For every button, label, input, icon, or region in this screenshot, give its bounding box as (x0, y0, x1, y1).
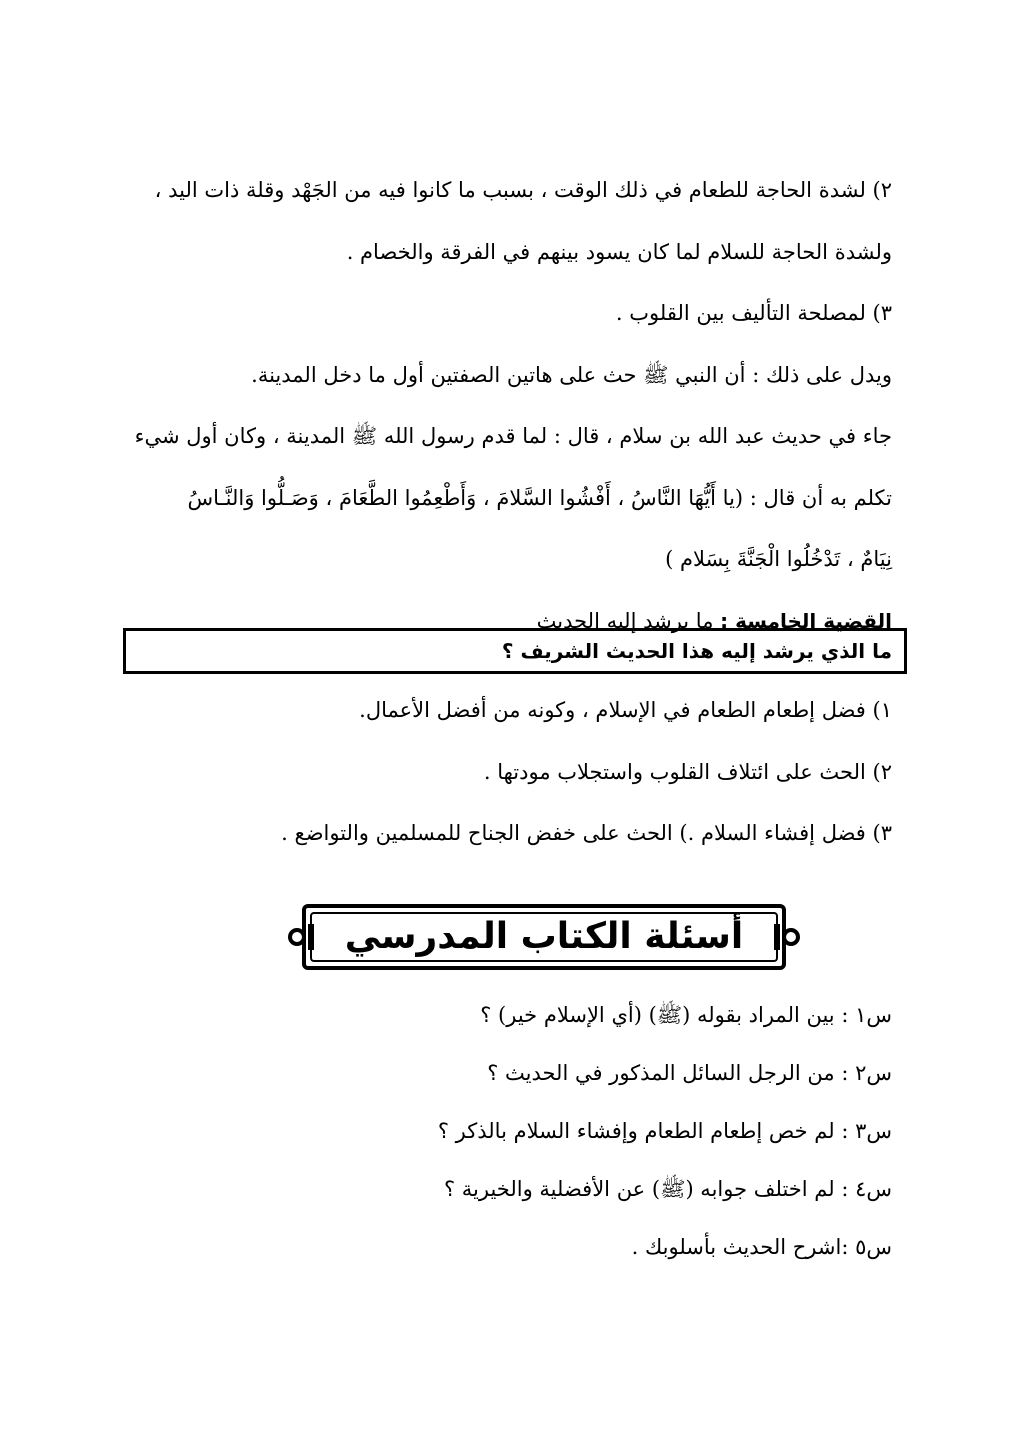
hadith-line: نِيَامٌ ، تَدْخُلُوا الْجَنَّةَ بِسَلام ) (665, 547, 892, 571)
guidance-item: ٢) الحث على ائتلاف القلوب واستجلاب مودتها . (483, 759, 892, 784)
questions-list (132, 986, 892, 1276)
hadith-line: تكلم به أن قال : (يا أَيُّهَا النَّاسُ ، أَفْشُوا السَّلامَ ، وَأَطْعِمُوا الطَّعَامَ ، وَصَـلُّوا وَالنَّـاسُ (187, 485, 892, 510)
guidance-item: ١) فضل إطعام الطعام في الإسلام ، وكونه من أفضل الأعمال. (359, 698, 892, 722)
section-subtitle: ما يرشد إليه الحديث (536, 608, 714, 633)
guidance-item: ٣) فضل إفشاء السلام .) الحث على خفض الجناح للمسلمين والتواضع . (281, 821, 892, 845)
question-item: س٢ : من الرجل السائل المذكور في الحديث ؟ (487, 1061, 892, 1085)
question-item: س١ : بين المراد بقوله (ﷺ) (أي الإسلام خير) ؟ (480, 1003, 892, 1027)
banner-title: أسئلة الكتاب المدرسي (344, 916, 744, 957)
explanation-section (132, 160, 892, 652)
question-item: س٣ : لم خص إطعام الطعام وإفشاء السلام بالذكر ؟ (437, 1119, 892, 1143)
guidance-question-box (123, 628, 907, 674)
question-item: س٥ :اشرح الحديث بأسلوبك . (631, 1235, 892, 1259)
paragraph-line: ويدل على ذلك : أن النبي ﷺ حث على هاتين الصفتين أول ما دخل المدينة. (251, 362, 892, 387)
question-item: س٤ : لم اختلف جوابه (ﷺ) عن الأفضلية والخيرية ؟ (443, 1177, 892, 1201)
guidance-list (132, 680, 892, 865)
banner-bar-right (774, 924, 780, 950)
paragraph-line: جاء في حديث عبد الله بن سلام ، قال : لما قدم رسول الله ﷺ المدينة ، وكان أول شيء (134, 424, 892, 448)
banner-ornament-right-icon (782, 928, 800, 946)
questions-banner (284, 904, 804, 970)
paragraph-line: ٢) لشدة الحاجة للطعام في ذلك الوقت ، بسبب ما كانوا فيه من الجَهْد وقلة ذات اليد ، (154, 178, 892, 202)
paragraph-line: ولشدة الحاجة للسلام لما كان يسود بينهم في الفرقة والخصام . (346, 239, 892, 264)
section-title: القضية الخامسة : (720, 608, 892, 633)
paragraph-line: ٣) لمصلحة التأليف بين القلوب . (615, 301, 892, 325)
guidance-question: ما الذي يرشد إليه هذا الحديث الشريف ؟ (501, 639, 892, 663)
